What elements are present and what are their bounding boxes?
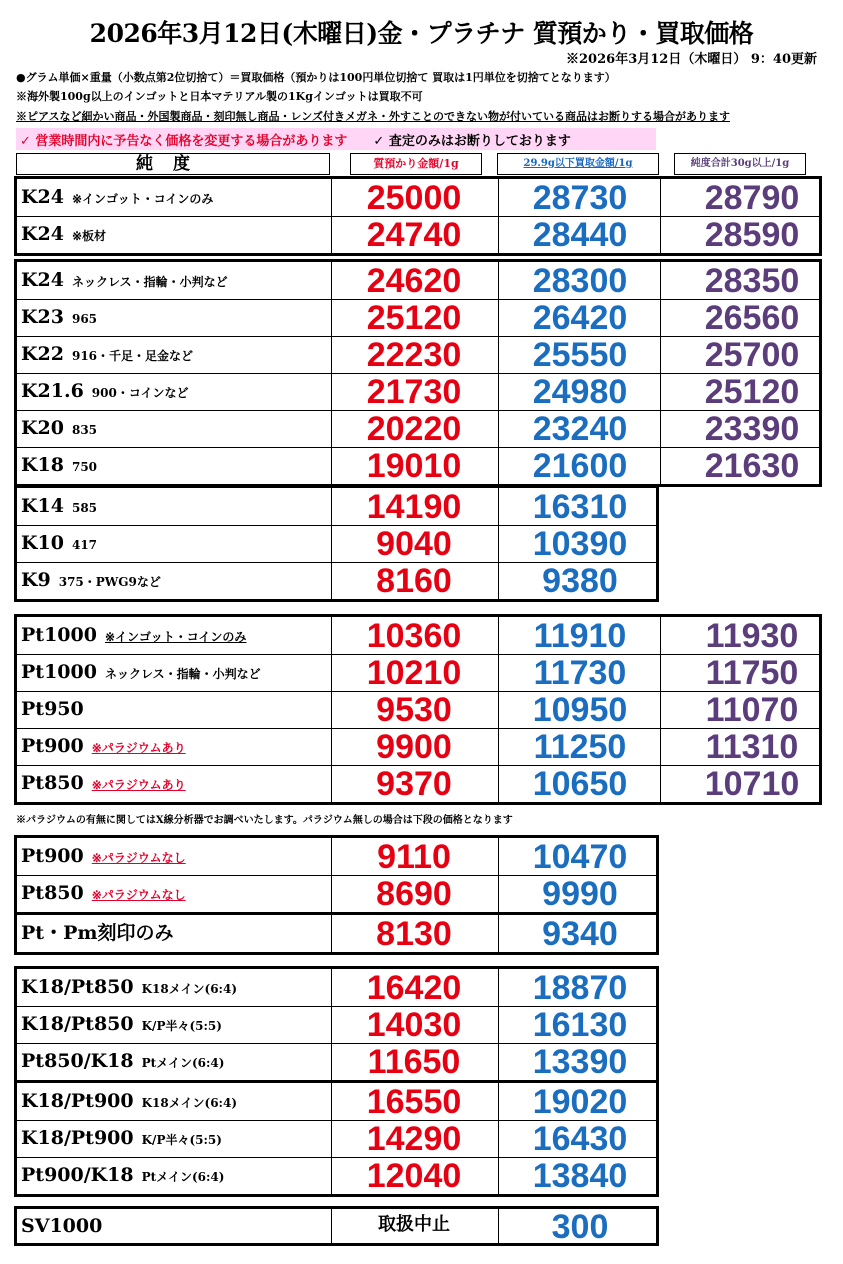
table-row [17, 1083, 656, 1120]
pawn-price: 20220 [366, 410, 462, 448]
pawn-price: 14290 [366, 1120, 462, 1158]
table-row [17, 299, 819, 336]
buy-price-30g-plus: 21630 [704, 447, 800, 485]
handling-stopped-text: 取扱中止 [378, 1214, 450, 1235]
table-row [17, 1120, 656, 1157]
purity-detail: 585 [71, 501, 98, 515]
purity-label [21, 1083, 237, 1120]
pawn-price: 8130 [376, 915, 452, 953]
purity-detail: 375・PWG9など [58, 575, 161, 589]
price-change-notice: ✓ 営業時間内に予告なく価格を変更する場合があります [20, 133, 348, 149]
purity-name: K18/Pt850 [21, 976, 134, 998]
purity-detail: ネックレス・指輪・小判など [104, 667, 261, 681]
purity-detail: 900・コインなど [91, 386, 189, 400]
table-row [17, 488, 656, 525]
buy-price-under-30g: 16430 [532, 1120, 628, 1158]
purity-name: K18 [21, 454, 64, 476]
header-pawn: 質預かり金額/1g [350, 153, 482, 175]
pawn-price: 12040 [366, 1157, 462, 1195]
buy-price-under-30g: 18870 [532, 969, 628, 1007]
pawn-price: 24620 [366, 262, 462, 300]
price-group [14, 835, 659, 915]
header-buy-under: 29.9g以下買取金額/1g [497, 153, 659, 175]
price-group [14, 259, 822, 487]
pawn-price: 9040 [376, 525, 452, 563]
purity-label [21, 617, 246, 654]
table-row [17, 410, 819, 447]
purity-label [21, 765, 186, 802]
buy-price-under-30g: 10650 [532, 765, 628, 803]
pawn-price: 21730 [366, 373, 462, 411]
pawn-price: 14030 [366, 1006, 462, 1044]
purity-detail: 916・千足・足金など [71, 349, 194, 363]
table-row [17, 728, 819, 765]
ingot-note: ※海外製100g以上のインゴットと日本マテリアル製の1Kgインゴットは買取不可 [16, 90, 423, 103]
refusal-note: ※ピアスなど細かい商品・外国製商品・刻印無し商品・レンズ付きメガネ・外すことのできない物が付いている商品はお断りする場合があります [16, 110, 730, 123]
table-row [17, 838, 656, 875]
buy-price-30g-plus: 11310 [705, 728, 799, 766]
purity-detail: 965 [71, 312, 98, 326]
purity-name: K20 [21, 417, 64, 439]
purity-name: SV1000 [21, 1215, 103, 1237]
appraisal-only-notice: ✓ 査定のみはお断りしております [373, 133, 571, 149]
purity-name: K18/Pt900 [21, 1090, 134, 1112]
purity-detail: ※インゴット・コインのみ [104, 630, 247, 644]
purity-name: K23 [21, 306, 64, 328]
buy-price-30g-plus: 11750 [705, 654, 799, 692]
buy-price-under-30g: 9340 [542, 915, 618, 953]
buy-price-30g-plus: 10710 [704, 765, 800, 803]
purity-label [21, 1157, 224, 1194]
table-row [17, 525, 656, 562]
buy-price-under-30g: 26420 [532, 299, 628, 337]
pawn-price: 25000 [366, 179, 462, 217]
price-group [14, 485, 659, 602]
buy-price-under-30g: 16310 [532, 488, 628, 526]
pawn-price: 9110 [377, 838, 451, 876]
purity-label [21, 691, 84, 728]
buy-price-under-30g: 13390 [532, 1043, 628, 1081]
price-formula-note: ●グラム単価×重量（小数点第2位切捨て）＝買取価格（預かりは100円単位切捨て 買取は1円単位を切捨てとなります） [16, 71, 616, 84]
buy-price-under-30g: 25550 [532, 336, 628, 374]
pawn-price: 11650 [367, 1043, 461, 1081]
purity-name: K22 [21, 343, 64, 365]
table-row [17, 262, 819, 299]
page-title: 2026年3月12日(木曜日)金・プラチナ 質預かり・買取価格 [89, 19, 754, 48]
table-row [17, 969, 656, 1006]
purity-name: Pt900 [21, 845, 84, 867]
buy-price-30g-plus: 23390 [704, 410, 800, 448]
pawn-price: 10360 [366, 617, 462, 655]
table-row [17, 765, 819, 802]
table-row [17, 216, 819, 253]
buy-price-30g-plus: 26560 [704, 299, 800, 337]
table-row [17, 1157, 656, 1194]
purity-label [21, 410, 97, 447]
buy-price-under-30g: 21600 [532, 447, 628, 485]
table-row [17, 447, 819, 484]
purity-label [21, 488, 97, 525]
purity-name: Pt900 [21, 735, 84, 757]
purity-name: K10 [21, 532, 64, 554]
pawn-price: 14190 [366, 488, 462, 526]
purity-label [21, 336, 193, 373]
purity-detail: K/P半々(5:5) [141, 1133, 222, 1147]
table-row [17, 1006, 656, 1043]
purity-label [21, 179, 213, 216]
buy-price-under-30g: 19020 [532, 1083, 628, 1121]
buy-price-under-30g: 9380 [542, 562, 618, 600]
pawn-price: 16420 [366, 969, 462, 1007]
table-row [17, 1043, 656, 1080]
purity-detail: ※パラジウムなし [91, 888, 186, 902]
purity-name: Pt・Pm刻印のみ [21, 922, 174, 944]
table-row [17, 691, 819, 728]
purity-label [21, 1120, 222, 1157]
pawn-price: 8160 [376, 562, 452, 600]
pawn-price: 9900 [376, 728, 452, 766]
pawn-price: 22230 [366, 336, 462, 374]
buy-price-under-30g: 28300 [532, 262, 628, 300]
header-purity: 純度 [16, 153, 330, 175]
table-row [17, 915, 656, 952]
buy-price-30g-plus: 25120 [704, 373, 800, 411]
pawn-price: 10210 [366, 654, 462, 692]
buy-price-under-30g: 300 [551, 1208, 609, 1246]
purity-name: K18/Pt850 [21, 1013, 134, 1035]
purity-detail: ネックレス・指輪・小判など [71, 275, 228, 289]
purity-label [21, 838, 186, 875]
purity-label [21, 525, 97, 562]
buy-price-30g-plus: 28350 [704, 262, 800, 300]
notice-banner [16, 128, 656, 150]
buy-price-under-30g: 13840 [532, 1157, 628, 1195]
buy-price-under-30g: 28730 [532, 179, 628, 217]
pawn-price: 19010 [366, 447, 462, 485]
purity-detail: ※インゴット・コインのみ [71, 192, 214, 206]
purity-detail: ※板材 [71, 229, 107, 243]
buy-price-30g-plus: 11930 [705, 617, 799, 655]
purity-name: K24 [21, 186, 64, 208]
purity-label [21, 1209, 102, 1243]
purity-name: K21.6 [21, 380, 84, 402]
pawn-price: 16550 [366, 1083, 462, 1121]
purity-name: Pt950 [21, 698, 84, 720]
price-group [14, 176, 822, 256]
purity-detail: ※パラジウムあり [91, 778, 186, 792]
purity-label [21, 915, 173, 952]
purity-label [21, 728, 186, 765]
purity-label [21, 654, 261, 691]
price-group [14, 1080, 659, 1197]
purity-detail: K/P半々(5:5) [141, 1019, 222, 1033]
purity-detail: Ptメイン(6:4) [141, 1170, 225, 1184]
purity-label [21, 969, 237, 1006]
purity-name: Pt850/K18 [21, 1050, 134, 1072]
table-row [17, 562, 656, 599]
purity-label [21, 447, 97, 484]
table-row [17, 179, 819, 216]
purity-name: K24 [21, 269, 64, 291]
purity-name: K14 [21, 495, 64, 517]
purity-name: K9 [21, 569, 51, 591]
purity-label [21, 216, 106, 253]
buy-price-30g-plus: 25700 [704, 336, 800, 374]
buy-price-under-30g: 11250 [533, 728, 627, 766]
pawn-price: 9530 [376, 691, 452, 729]
buy-price-under-30g: 10470 [532, 838, 628, 876]
table-row [17, 373, 819, 410]
pawn-price: 8690 [376, 875, 452, 913]
pawn-price: 24740 [366, 216, 462, 254]
purity-name: Pt850 [21, 882, 84, 904]
buy-price-under-30g: 10950 [532, 691, 628, 729]
purity-label [21, 373, 189, 410]
purity-detail: 417 [71, 538, 98, 552]
buy-price-under-30g: 16130 [532, 1006, 628, 1044]
price-group [14, 912, 659, 955]
purity-name: K24 [21, 223, 64, 245]
table-row [17, 617, 819, 654]
purity-detail: K18メイン(6:4) [141, 1096, 237, 1110]
purity-detail: ※パラジウムなし [91, 851, 186, 865]
purity-label [21, 1006, 222, 1043]
buy-price-under-30g: 24980 [532, 373, 628, 411]
buy-price-under-30g: 23240 [532, 410, 628, 448]
purity-name: Pt900/K18 [21, 1164, 134, 1186]
price-group [14, 614, 822, 805]
purity-name: Pt850 [21, 772, 84, 794]
buy-price-under-30g: 10390 [532, 525, 628, 563]
purity-detail: K18メイン(6:4) [141, 982, 237, 996]
buy-price-under-30g: 11910 [533, 617, 627, 655]
purity-label [21, 262, 228, 299]
purity-detail: 750 [71, 460, 98, 474]
pawn-price: 9370 [376, 765, 452, 803]
table-row [17, 654, 819, 691]
purity-label [21, 875, 186, 912]
purity-detail: 835 [71, 423, 98, 437]
purity-detail: ※パラジウムあり [91, 741, 186, 755]
table-row [17, 1208, 656, 1246]
purity-label [21, 562, 161, 599]
buy-price-under-30g: 11730 [533, 654, 627, 692]
buy-price-under-30g: 9990 [542, 875, 618, 913]
purity-label [21, 1043, 224, 1080]
header-buy-over: 純度合計30g以上/1g [674, 153, 806, 175]
pawn-price: 25120 [366, 299, 462, 337]
purity-name: Pt1000 [21, 661, 97, 683]
purity-name: Pt1000 [21, 624, 97, 646]
table-row [17, 336, 819, 373]
table-row [17, 875, 656, 912]
buy-price-30g-plus: 11070 [705, 691, 799, 729]
price-group [14, 966, 659, 1083]
buy-price-30g-plus: 28590 [704, 216, 800, 254]
updated-timestamp: ※2026年3月12日（木曜日） 9：40更新 [566, 52, 817, 67]
purity-detail: Ptメイン(6:4) [141, 1056, 225, 1070]
purity-label [21, 299, 97, 336]
price-group [14, 1206, 659, 1246]
buy-price-30g-plus: 28790 [704, 179, 800, 217]
palladium-note: ※パラジウムの有無に関してはX線分析器でお調べいたします。パラジウム無しの場合は下段の価格となります [16, 815, 513, 826]
buy-price-under-30g: 28440 [532, 216, 628, 254]
purity-name: K18/Pt900 [21, 1127, 134, 1149]
